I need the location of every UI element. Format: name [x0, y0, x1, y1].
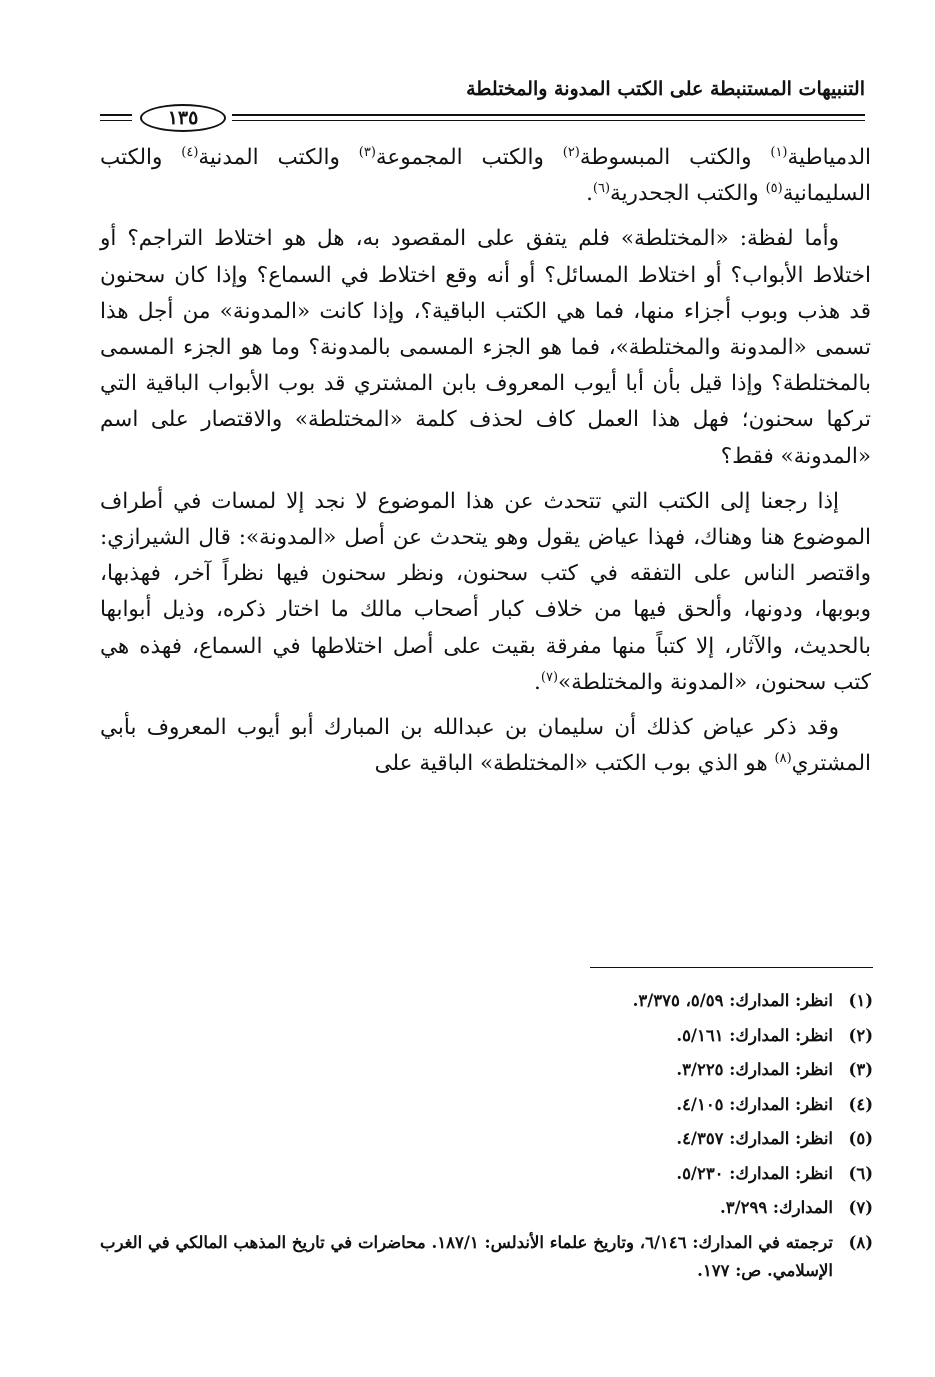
footnote-ref: (٥)	[765, 181, 783, 197]
footnote-number: (٧)	[848, 1198, 873, 1217]
footnote-item	[100, 1019, 873, 1054]
footnote-ref: (٦)	[592, 181, 611, 197]
footnote-number: (٢)	[848, 1025, 873, 1045]
text-segment: إذا رجعنا إلى الكتب التي تتحدث عن هذا الموضوع لا نجد إلا لمسات في أطراف الموضوع هنا وهناك، فهذا عياض يقول وهو يتحدث عن أصل «المدونة»: قال الشيرازي: واقتصر الناس على التفقه في كتب سحنون، ونظر سحنون فيها نظراً آخر، فهذبها، وبوبها، ودونها، وألحق فيها من خلاف كبار أصحاب مالك ما اختار ذكره، وذيل أبوابها بالحديث، والآثار، إلا كتباً منها مفرقة بقيت على أصل اختلاطها في السماع، فهذه هي كتب سحنون، «المدونة والمختلطة»	[100, 488, 871, 695]
footnote-item	[100, 1053, 873, 1088]
text-segment: .	[534, 669, 541, 695]
text-segment: والكتب الجحدرية	[610, 181, 766, 207]
text-segment: الدمياطية	[787, 145, 871, 170]
footnote-text: ترجمته في المدارك: ٦/١٤٦، وتاريخ علماء الأندلس: ١٨٧/١. محاضرات في تاريخ المذهب المالكي في الغرب الإسلامي. ص: ١٧٧.	[100, 1232, 833, 1280]
footnotes	[100, 984, 873, 1285]
footnote-separator	[590, 967, 873, 968]
footnote-text: انظر: المدارك: ٤/١٠٥.	[676, 1094, 833, 1114]
text-segment: والكتب المبسوطة	[579, 145, 771, 170]
footnote-ref: (٧)	[540, 669, 559, 685]
text-segment: .	[586, 181, 593, 207]
footnote-number: (٥)	[848, 1129, 873, 1148]
text-segment: وقد ذكر عياض كذلك أن سليمان بن عبدالله بن المبارك أبو أيوب المعروف بأبي المشتري	[100, 715, 871, 777]
paragraph-1	[100, 140, 871, 212]
footnote-text: انظر: المدارك: ٥/٥٩، ٣/٣٧٥.	[632, 991, 833, 1010]
page-number-frame	[132, 102, 232, 132]
text-segment: والكتب المدنية	[198, 145, 359, 170]
footnote-number: (٣)	[848, 1060, 873, 1079]
text-segment: هو الذي بوب الكتب «المختلطة» الباقية على	[374, 751, 775, 777]
footnote-item	[100, 1226, 873, 1285]
footnote-number: (١)	[848, 991, 873, 1010]
footnote-number: (٦)	[848, 1163, 873, 1183]
footnote-ref: (٤)	[181, 144, 199, 160]
footnote-text: انظر: المدارك: ٣/٢٢٥.	[676, 1060, 833, 1079]
footnote-item	[100, 1157, 873, 1192]
footnote-ref: (٨)	[774, 751, 792, 767]
footnote-text: انظر: المدارك: ٥/١٦١.	[676, 1025, 833, 1045]
footnote-item	[100, 1088, 873, 1123]
footnote-text: المدارك: ٣/٢٩٩.	[719, 1198, 833, 1217]
footnote-text: انظر: المدارك: ٥/٢٣٠.	[676, 1163, 833, 1183]
footnote-ref: (٣)	[358, 144, 376, 160]
footnote-number: (٤)	[848, 1094, 873, 1114]
running-title: التنبيهات المستنبطة على الكتب المدونة والمختلطة	[466, 78, 865, 100]
footnote-item	[100, 1122, 873, 1157]
page-number: ١٣٥	[140, 104, 226, 132]
footnote-item	[100, 984, 873, 1019]
footnote-number: (٨)	[848, 1232, 873, 1252]
text-segment: والكتب السليمانية	[100, 145, 871, 207]
main-text	[100, 140, 871, 791]
page-header	[100, 78, 865, 129]
paragraph-4	[100, 710, 871, 782]
footnote-item	[100, 1191, 873, 1226]
footnote-ref: (٢)	[562, 144, 580, 160]
text-segment: والكتب المجموعة	[375, 145, 563, 170]
footnote-ref: (١)	[770, 144, 788, 160]
paragraph-2: وأما لفظة: «المختلطة» فلم يتفق على المقصود به، هل هو اختلاط التراجم؟ أو اختلاط الأبواب؟ أو اختلاط المسائل؟ أو أنه وقع اختلاط في السماع؟ وإذا كان سحنون قد هذب وبوب أجزاء منها، فما هي الكتب الباقية؟، وإذا كانت «المدونة» من أجل هذا تسمى «المدونة والمختلطة»، فما هو الجزء المسمى بالمدونة؟ وما هو الجزء المسمى بالمختلطة؟ وإذا قيل بأن أبا أيوب المعروف بابن المشتري قد بوب الأبواب الباقية التي تركها سحنون؛ فهل هذا العمل كاف لحذف كلمة «المختلطة» والاقتصار على اسم «المدونة» فقط؟	[100, 226, 871, 469]
footnote-text: انظر: المدارك: ٤/٣٥٧.	[676, 1129, 833, 1148]
paragraph-3	[100, 484, 871, 701]
